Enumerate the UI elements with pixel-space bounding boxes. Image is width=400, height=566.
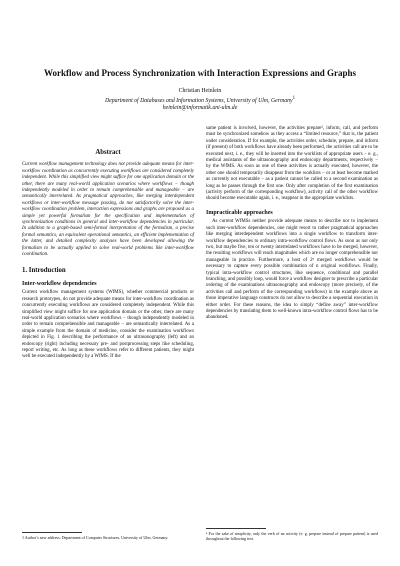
footnote-left-text: 1 Author’s new address: Department of Computer Structures, University of Ulm, Germany. (22, 535, 169, 540)
author-affiliation-line (20, 95, 380, 105)
subsection-heading-inter-workflow: Inter-workflow dependencies (22, 280, 97, 287)
intro-paragraph: Current workflow management systems (WfMS), whether commercial products or research prototypes, do not provide adequate means for inter-workflow coordination as concurrently executing workflows are considered completely independent. While this simplified view might suffice for one application domain or the other, there are many real-world application scenarios where workflows − though independently modeled in order to remain comprehensible and manageable − are semantically interrelated. As a simple example from the domain of medicine, consider the examination workflows depicted in Fig. 1 describing the performance of an ultrasonography (left) and an endoscopy (right) including necessary pre- and postprocessing steps like scheduling, report writing, etc. As long as these workflows refer to different patients, they might well be executed independently by a WfMS. If the (22, 290, 194, 360)
body-paragraph-1: same patient is involved, however, the activities prepare², inform, call, and perform must be synchronized somehow as they access a “limited resource,” that is, the patient under consideration. If for example, the activities order, schedule, prepare, and inform (if present) of both workflows have already been performed, the activities call are to be executed next, i. e., they will be inserted into the worklists of appropriate users − e. g., medical assistants of the ultrasonography and endoscopy departments, respectively − by the WfMS. As soon as one of these activities is actually executed, however, the other one should temporarily disappear from the worklists − or at least become marked as currently not executable − as a patient cannot be called to a second examination as long as he passes through the first one. Only after completion of the first examination (activity perform of the corresponding workflow), activity call of the other workflow should become executable again, i. e., reappear in the appropriate worklists. (206, 126, 378, 202)
author-block (20, 88, 380, 113)
author-affiliation: Department of Databases and Information Systems, University of Ulm, Germany (105, 98, 293, 105)
body-paragraph-2: As current WfMSs neither provide adequate means to describe nor to implement such inter-workflow dependencies, one might resort to rather pragmatical approaches like merging interdependent workflows into a single workflow to transform inter-workflow dependencies to ordinary intra-workflow control flows. As soon as not only two, but maybe five, ten or twenty interrelated workflows have to be merged, however, the resulting workflows will reach magnitudes which are no longer comprehensible nor manageable in practice. Furthermore, a host of 2ⁿ merged workflows would be necessary to capture every possible combination of n original workflows. Finally, typical intra-workflow control structures, like sequence, conditional and parallel branching, and possibly loop, would force a workflow designer to prescribe a particular ordering of the examinations ultrasonography and endoscopy (more precisely, of the activities call and perform of the corresponding workflows) in the example above as those imperative language constructs do not allow to describe a sequential execution in either order. For these reasons, the idea to simply “define away” inter-workflow dependencies by translating them to well-known intra-workflow control flows has to be abandoned. (206, 219, 378, 321)
affiliation-footnote-mark: 1 (292, 96, 295, 102)
footnote-rule-left (22, 532, 82, 533)
subsection-heading-impracticable: Impracticable approaches (206, 209, 273, 216)
abstract-text: Current workflow management technology does not provide adequate means for inter-workflow coordination as concurrently executing workflows are considered completely independent. While this simplified view might suffice for one application domain or the other, there are many real-world application scenarios where workflows − though independently modeled in order to remain comprehensible and manageable − are semantically interrelated. As pragmatical approaches, like merging interdependent workflows or inter-workflow message passing, do not satisfactorily solve the inter-workflow coordination problem, interaction expressions and graphs are proposed as a simple yet powerful formalism for the specification and implementation of synchronization conditions in general and inter-workflow dependencies in particular. In addition to a graph-based semi-formal interpretation of the formalism, a precise formal semantics, an equivalent operational semantics, an efficient implementation of the latter, and detailed complexity analyses have been developed allowing the formalism to be actually applied to solve real-world problems like inter-workflow coordination. (22, 162, 194, 258)
footnote-rule-right (206, 528, 266, 529)
footnote-left (22, 532, 194, 540)
left-column (22, 150, 194, 364)
abstract-heading: Abstract (95, 149, 121, 156)
author-email: heinlein@informatik.uni-ulm.de (162, 105, 238, 112)
footnote-right-text: ² For the sake of simplicity, only the verb of an activity (e. g. prepare instead of prepare patient) is used throughout the following text. (206, 531, 378, 541)
paper-title: Workflow and Process Synchronization with Interaction Expressions and Graphs (43, 68, 357, 78)
author-name: Christian Heinlein (178, 88, 222, 94)
right-column (206, 126, 378, 325)
section-heading-introduction: 1. Introduction (22, 266, 66, 274)
footnote-right (206, 528, 378, 541)
